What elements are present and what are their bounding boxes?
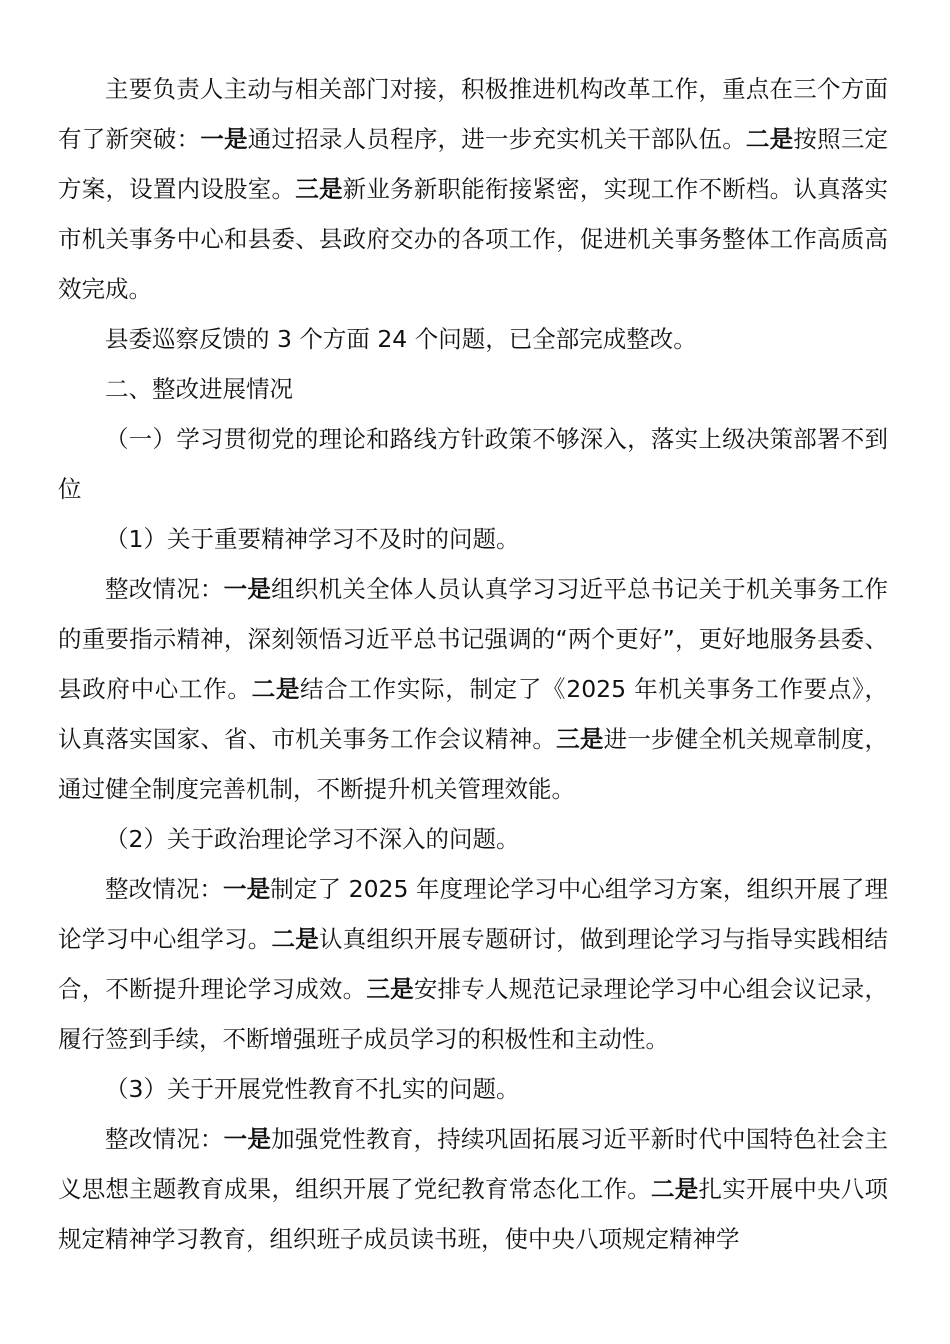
text-run: （2）关于政治理论学习不深入的问题。 [105, 825, 520, 853]
text-run: 整改情况： [105, 575, 224, 603]
text-run: 二、整改进展情况 [105, 375, 293, 403]
text-run: 通过招录人员程序，进一步充实机关干部队伍。 [247, 125, 746, 153]
text-run: 县委巡察反馈的 3 个方面 24 个问题，已全部完成整改。 [105, 325, 697, 353]
text-run: 进一步健全机关规章制度，通过健全制度完善机制，不断提升机关管理效能。 [58, 725, 889, 803]
text-run: 结合工作实际，制定了《2025 年机关事务工作要点》，认真落实国家、省、市机关事务工作会议精神。 [58, 675, 889, 753]
bold-run: 二是 [745, 125, 794, 153]
item-heading-1 [58, 514, 888, 564]
bold-run: 一是 [223, 575, 272, 603]
text-run: 组织机关全体人员认真学习习近平总书记关于机关事务工作的重要指示精神，深刻领悟习近平总书记强调的“两个更好”，更好地服务县委、县政府中心工作。 [58, 575, 888, 703]
bold-run: 二是 [251, 675, 301, 703]
bold-run: 二是 [271, 925, 319, 953]
text-run: 扎实开展中央八项规定精神学习教育，组织班子成员读书班，使中央八项规定精神学 [58, 1175, 889, 1253]
text-run: 新业务新职能衔接紧密，实现工作不断档。认真落实市机关事务中心和县委、县政府交办的各项工作，促进机关事务整体工作高质高效完成。 [58, 175, 889, 303]
text-run: 认真组织开展专题研讨，做到理论学习与指导实践相结合，不断提升理论学习成效。 [58, 925, 889, 1003]
text-run: 整改情况： [105, 875, 224, 903]
bold-run: 三是 [366, 975, 414, 1003]
paragraph-rectification-3 [58, 1114, 888, 1264]
bold-run: 三是 [295, 175, 343, 203]
document-body [58, 64, 888, 1264]
text-run: （3）关于开展党性教育不扎实的问题。 [105, 1075, 520, 1103]
text-run: 主要负责人主动与相关部门对接，积极推进机构改革工作，重点在三个方面有了新突破： [58, 75, 888, 153]
text-run: （一）学习贯彻党的理论和路线方针政策不够深入，落实上级决策部署不到位 [58, 425, 888, 503]
item-heading-2 [58, 814, 888, 864]
bold-run: 一是 [200, 125, 248, 153]
section-title-progress [58, 364, 888, 414]
text-run: 安排专人规范记录理论学习中心组会议记录，履行签到手续，不断增强班子成员学习的积极性和主动性。 [58, 975, 889, 1053]
text-run: 加强党性教育，持续巩固拓展习近平新时代中国特色社会主义思想主题教育成果，组织开展了党纪教育常态化工作。 [58, 1125, 888, 1203]
text-run: （1）关于重要精神学习不及时的问题。 [105, 525, 520, 553]
text-run: 整改情况： [105, 1125, 224, 1153]
bold-run: 三是 [556, 725, 604, 753]
paragraph-inspection-feedback [58, 314, 888, 364]
paragraph-rectification-1 [58, 564, 888, 814]
bold-run: 一是 [223, 1125, 272, 1153]
text-run: 按照三定方案，设置内设股室。 [58, 125, 889, 203]
text-run: 制定了 2025 年度理论学习中心组学习方案，组织开展了理论学习中心组学习。 [58, 875, 889, 953]
bold-run: 二是 [651, 1175, 699, 1203]
item-heading-3 [58, 1064, 888, 1114]
bold-run: 一是 [223, 875, 271, 903]
paragraph-reform-progress [58, 64, 888, 314]
subsection-heading-1 [58, 414, 888, 514]
paragraph-rectification-2 [58, 864, 888, 1064]
